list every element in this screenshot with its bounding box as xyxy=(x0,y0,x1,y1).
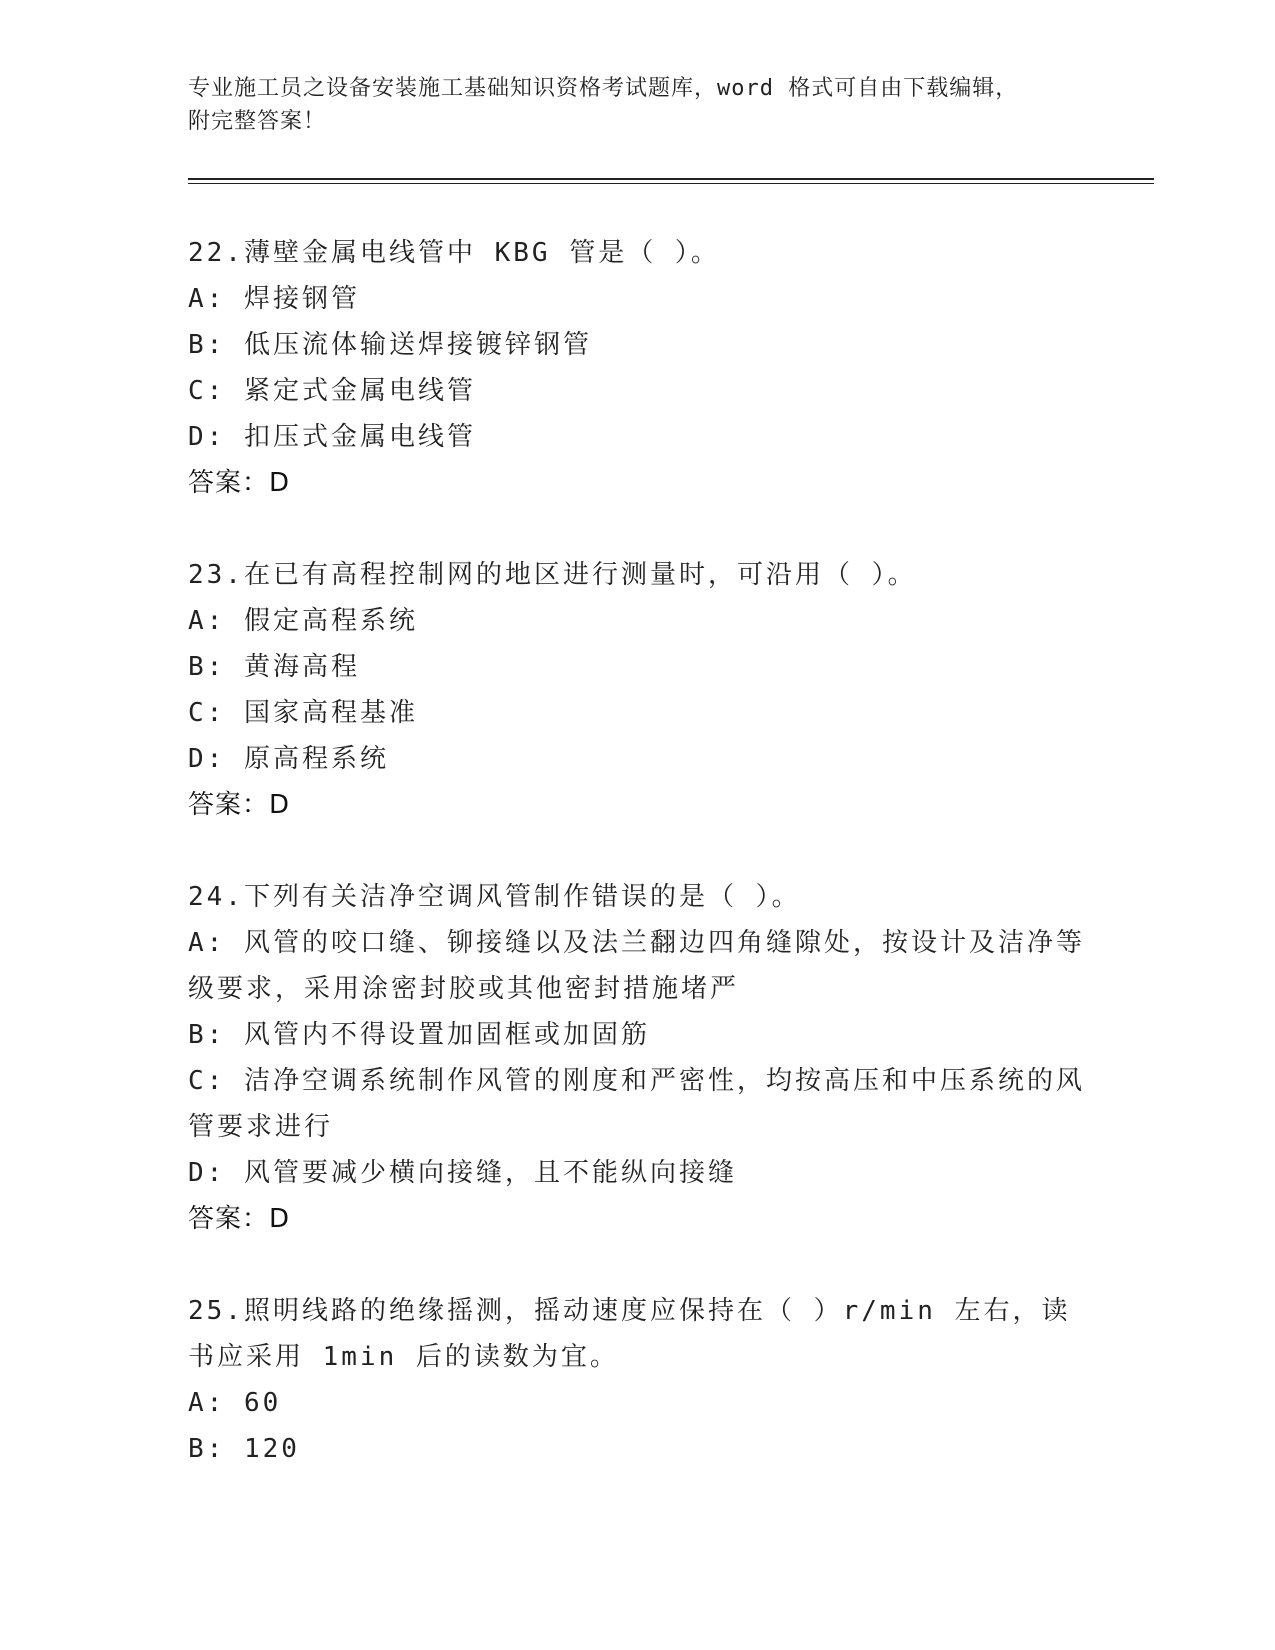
option-c: C: 洁净空调系统制作风管的刚度和严密性，均按高压和中压系统的风管要求进行 xyxy=(188,1066,1085,1142)
option-b: B: 120 xyxy=(188,1434,300,1464)
answer: 答案：D xyxy=(188,468,291,498)
answer: 答案：D xyxy=(188,790,291,820)
question-22 xyxy=(188,230,1088,506)
header-line-2: 附完整答案！ xyxy=(188,109,327,134)
question-23 xyxy=(188,552,1088,828)
option-a: A: 假定高程系统 xyxy=(188,606,418,636)
option-b: B: 风管内不得设置加固框或加固筋 xyxy=(188,1020,650,1050)
option-d: D: 风管要减少横向接缝，且不能纵向接缝 xyxy=(188,1158,737,1188)
option-d: D: 扣压式金属电线管 xyxy=(188,422,476,452)
question-24 xyxy=(188,874,1088,1242)
option-a: A: 风管的咬口缝、铆接缝以及法兰翻边四角缝隙处，按设计及洁净等级要求，采用涂密封胶或其他密封措施堵严 xyxy=(188,928,1085,1004)
question-stem: 22.薄壁金属电线管中 KBG 管是（ ）。 xyxy=(188,238,720,268)
option-d: D: 原高程系统 xyxy=(188,744,389,774)
question-stem: 25.照明线路的绝缘摇测，摇动速度应保持在（ ）r/min 左右，读书应采用 1min 后的读数为宜。 xyxy=(188,1296,1071,1372)
question-stem: 23.在已有高程控制网的地区进行测量时，可沿用（ ）。 xyxy=(188,560,917,590)
option-a: A: 焊接钢管 xyxy=(188,284,360,314)
option-c: C: 国家高程基准 xyxy=(188,698,418,728)
header-divider-thick xyxy=(188,178,1154,180)
header-line-1: 专业施工员之设备安装施工基础知识资格考试题库，word 格式可自由下载编辑， xyxy=(188,76,1019,101)
option-b: B: 黄海高程 xyxy=(188,652,360,682)
option-a: A: 60 xyxy=(188,1388,282,1418)
answer: 答案：D xyxy=(188,1204,291,1234)
question-25 xyxy=(188,1288,1088,1472)
question-list xyxy=(188,230,1088,1518)
option-b: B: 低压流体输送焊接镀锌钢管 xyxy=(188,330,592,360)
document-header xyxy=(188,72,1068,138)
header-divider-thin xyxy=(188,183,1154,184)
question-stem: 24.下列有关洁净空调风管制作错误的是（ ）。 xyxy=(188,882,801,912)
option-c: C: 紧定式金属电线管 xyxy=(188,376,476,406)
